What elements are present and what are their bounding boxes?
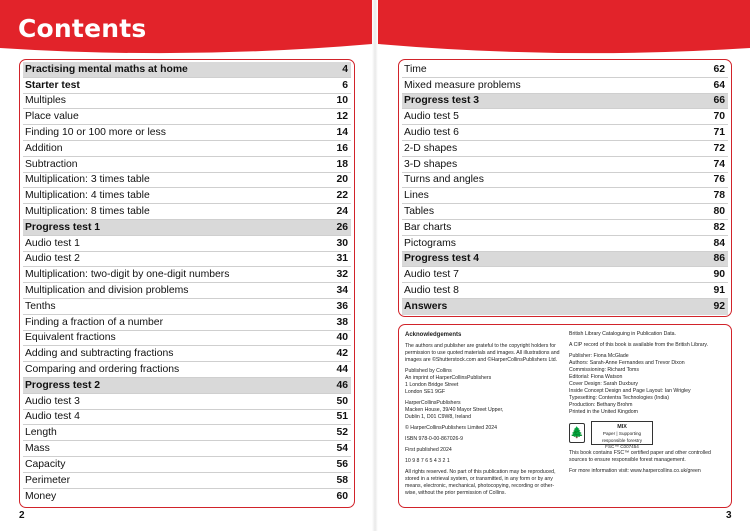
acknowledgements-box	[398, 324, 732, 508]
toc-label: 3-D shapes	[404, 158, 458, 170]
toc-page-number: 32	[336, 269, 348, 281]
toc-label: Progress test 2	[25, 379, 101, 391]
toc-label: Lines	[404, 190, 429, 202]
toc-page-number: 78	[713, 190, 725, 202]
toc-row[interactable]	[402, 220, 728, 236]
toc-page-number: 60	[336, 490, 348, 502]
toc-page-number: 6	[342, 79, 348, 91]
toc-page-number: 24	[336, 206, 348, 218]
toc-page-number: 58	[336, 474, 348, 486]
book-gutter	[372, 0, 378, 531]
toc-page-number: 71	[713, 127, 725, 139]
ack-cip: A CIP record of this book is available from the British Library.	[569, 342, 709, 349]
toc-row[interactable]	[23, 220, 351, 236]
toc-label: Starter test	[25, 79, 80, 91]
toc-label: Answers	[404, 301, 448, 313]
toc-page-number: 22	[336, 190, 348, 202]
toc-page-number: 66	[713, 95, 725, 107]
toc-row[interactable]	[23, 283, 351, 299]
toc-label: Progress test 4	[404, 253, 480, 265]
toc-label: 2-D shapes	[404, 142, 458, 154]
toc-row[interactable]	[23, 441, 351, 457]
toc-row[interactable]	[23, 315, 351, 331]
toc-label: Multiples	[25, 95, 66, 107]
toc-page-number: 90	[713, 269, 725, 281]
toc-page-number: 76	[713, 174, 725, 186]
toc-row[interactable]	[402, 141, 728, 157]
toc-label: Multiplication: 3 times table	[25, 174, 150, 186]
toc-row[interactable]	[23, 267, 351, 283]
toc-page-number: 82	[713, 221, 725, 233]
toc-row[interactable]	[402, 157, 728, 173]
toc-row[interactable]	[23, 78, 351, 94]
toc-label: Money	[25, 490, 57, 502]
toc-page-number: 70	[713, 111, 725, 123]
toc-label: Comparing and ordering fractions	[25, 364, 180, 376]
ack-printline: 10 9 8 7 6 5 4 3 2 1	[405, 458, 450, 465]
ack-heading: Acknowledgements	[405, 332, 462, 338]
fsc-logo	[569, 421, 727, 449]
page-number-left: 2	[19, 510, 25, 521]
ack-copyright: © HarperCollinsPublishers Limited 2024	[405, 425, 498, 432]
toc-page-number: 14	[336, 127, 348, 139]
toc-row[interactable]	[402, 173, 728, 189]
toc-row[interactable]	[23, 378, 351, 394]
toc-row[interactable]	[402, 299, 728, 315]
toc-label: Mass	[25, 443, 50, 455]
toc-label: Audio test 3	[25, 395, 80, 407]
toc-label: Capacity	[25, 458, 66, 470]
toc-label: Adding and subtracting fractions	[25, 348, 174, 360]
toc-page-number: 62	[713, 63, 725, 75]
toc-page-number: 31	[336, 253, 348, 265]
toc-page-number: 16	[336, 142, 348, 154]
toc-page-number: 50	[336, 395, 348, 407]
toc-row[interactable]	[23, 125, 351, 141]
fsc-tree-icon: 🌲	[569, 423, 585, 443]
toc-page-number: 54	[336, 443, 348, 455]
toc-row[interactable]	[23, 410, 351, 426]
toc-label: Audio test 4	[25, 411, 80, 423]
toc-label: Multiplication: 4 times table	[25, 190, 150, 202]
toc-page-number: 44	[336, 364, 348, 376]
toc-row[interactable]	[23, 331, 351, 347]
toc-row[interactable]	[402, 62, 728, 78]
toc-row[interactable]	[23, 489, 351, 505]
toc-page-number: 10	[336, 95, 348, 107]
toc-row[interactable]	[23, 141, 351, 157]
toc-label: Place value	[25, 111, 79, 123]
toc-row[interactable]	[402, 236, 728, 252]
toc-page-number: 64	[713, 79, 725, 91]
toc-label: Turns and angles	[404, 174, 484, 186]
toc-row[interactable]	[23, 473, 351, 489]
toc-page-number: 74	[713, 158, 725, 170]
toc-label: Audio test 7	[404, 269, 459, 281]
toc-row[interactable]	[402, 267, 728, 283]
toc-label: Audio test 1	[25, 237, 80, 249]
toc-label: Length	[25, 427, 57, 439]
toc-row[interactable]	[23, 425, 351, 441]
contents-list-right	[398, 59, 732, 317]
toc-page-number: 86	[713, 253, 725, 265]
toc-row[interactable]	[402, 252, 728, 268]
toc-label: Perimeter	[25, 474, 71, 486]
toc-label: Progress test 1	[25, 221, 101, 233]
toc-label: Addition	[25, 142, 63, 154]
toc-label: Audio test 2	[25, 253, 80, 265]
ack-text: The authors and publisher are grateful to the copyright holders for permission to use quoted materials and images. All illustrations and images are ©Shutterstock.com and ©HarperCollinsPublishers Ltd.	[405, 343, 560, 364]
toc-row[interactable]	[402, 94, 728, 110]
ack-bl: British Library Cataloguing in Publication Data.	[569, 331, 676, 337]
ack-first-published: First published 2024	[405, 447, 452, 454]
toc-row[interactable]	[402, 109, 728, 125]
toc-page-number: 52	[336, 427, 348, 439]
fsc-mix-label: MIX Paper | Supporting responsible forestry FSC™ C007454	[591, 421, 653, 445]
toc-label: Practising mental maths at home	[25, 63, 188, 75]
ack-credits: Publisher: Fiona McGlade Authors: Sarah-Anne Fernandes and Trevor Dixon Commissioning: Richard Toms Editorial: Fiona Watson Cover Design: Sarah Duxbury Inside Concept Design and Page Layout: Ian Wrigley Typesetting: Contentra Technologies (India) Production: Bethany Brohm Printed in the United Kingdom	[569, 353, 691, 416]
toc-label: Bar charts	[404, 221, 452, 233]
toc-page-number: 72	[713, 142, 725, 154]
toc-label: Audio test 5	[404, 111, 459, 123]
toc-label: Audio test 6	[404, 127, 459, 139]
toc-row[interactable]	[402, 78, 728, 94]
toc-row[interactable]	[23, 394, 351, 410]
toc-page-number: 91	[713, 285, 725, 297]
toc-row[interactable]	[23, 346, 351, 362]
ack-column-right	[569, 331, 727, 479]
more-info: For more information visit: www.harpercollins.co.uk/green	[569, 468, 701, 475]
toc-label: Tables	[404, 206, 435, 218]
toc-page-number: 18	[336, 158, 348, 170]
toc-label: Mixed measure problems	[404, 79, 521, 91]
ack-isbn: ISBN 978-0-00-867026-9	[405, 436, 463, 443]
toc-page-number: 38	[336, 316, 348, 328]
toc-row[interactable]	[23, 204, 351, 220]
ack-rights: All rights reserved. No part of this publication may be reproduced, stored in a retrieval system, or transmitted, in any form or by any means, electronic, mechanical, photocopying, recording or other-wise, without the prior permission of Collins.	[405, 469, 556, 497]
toc-label: Audio test 8	[404, 285, 459, 297]
toc-label: Time	[404, 63, 427, 75]
toc-page-number: 80	[713, 206, 725, 218]
toc-page-number: 12	[336, 111, 348, 123]
toc-row[interactable]	[23, 62, 351, 78]
toc-label: Finding a fraction of a number	[25, 316, 164, 328]
toc-row[interactable]	[23, 362, 351, 378]
toc-page-number: 84	[713, 237, 725, 249]
ack-publisher-block: Published by Collins An imprint of HarperCollinsPublishers 1 London Bridge Street London SE1 9GF	[405, 368, 492, 396]
toc-page-number: 20	[336, 174, 348, 186]
toc-row[interactable]	[23, 157, 351, 173]
contents-list-left	[19, 59, 355, 508]
toc-label: Tenths	[25, 300, 56, 312]
toc-label: Pictograms	[404, 237, 456, 249]
toc-row[interactable]	[402, 188, 728, 204]
toc-row[interactable]	[23, 252, 351, 268]
toc-row[interactable]	[402, 125, 728, 141]
fsc-note: This book contains FSC™ certified paper and other controlled sources to ensure responsible forest management.	[569, 450, 711, 464]
toc-label: Multiplication and division problems	[25, 285, 189, 297]
toc-label: Equivalent fractions	[25, 332, 116, 344]
toc-row[interactable]	[402, 204, 728, 220]
ack-column-left	[405, 331, 560, 501]
toc-row[interactable]	[23, 236, 351, 252]
toc-page-number: 34	[336, 285, 348, 297]
toc-label: Multiplication: 8 times table	[25, 206, 150, 218]
page-title: Contents	[18, 14, 147, 43]
ack-ireland-block: HarperCollinsPublishers Macken House, 39/40 Mayor Street Upper, Dublin 1, D01 C9W8, Ireland	[405, 400, 504, 421]
toc-row[interactable]	[23, 457, 351, 473]
toc-page-number: 56	[336, 458, 348, 470]
toc-row[interactable]	[23, 173, 351, 189]
toc-row[interactable]	[402, 283, 728, 299]
toc-label: Subtraction	[25, 158, 78, 170]
toc-row[interactable]	[23, 94, 351, 110]
toc-label: Progress test 3	[404, 95, 480, 107]
toc-page-number: 26	[336, 221, 348, 233]
toc-page-number: 30	[336, 237, 348, 249]
toc-page-number: 42	[336, 348, 348, 360]
toc-row[interactable]	[23, 299, 351, 315]
toc-label: Multiplication: two-digit by one-digit numbers	[25, 269, 230, 281]
toc-page-number: 40	[336, 332, 348, 344]
page-number-right: 3	[726, 510, 732, 521]
toc-page-number: 46	[336, 379, 348, 391]
toc-page-number: 51	[336, 411, 348, 423]
toc-page-number: 36	[336, 300, 348, 312]
toc-page-number: 4	[342, 63, 348, 75]
toc-label: Finding 10 or 100 more or less	[25, 127, 166, 139]
toc-page-number: 92	[713, 301, 725, 313]
toc-row[interactable]	[23, 188, 351, 204]
toc-row[interactable]	[23, 109, 351, 125]
